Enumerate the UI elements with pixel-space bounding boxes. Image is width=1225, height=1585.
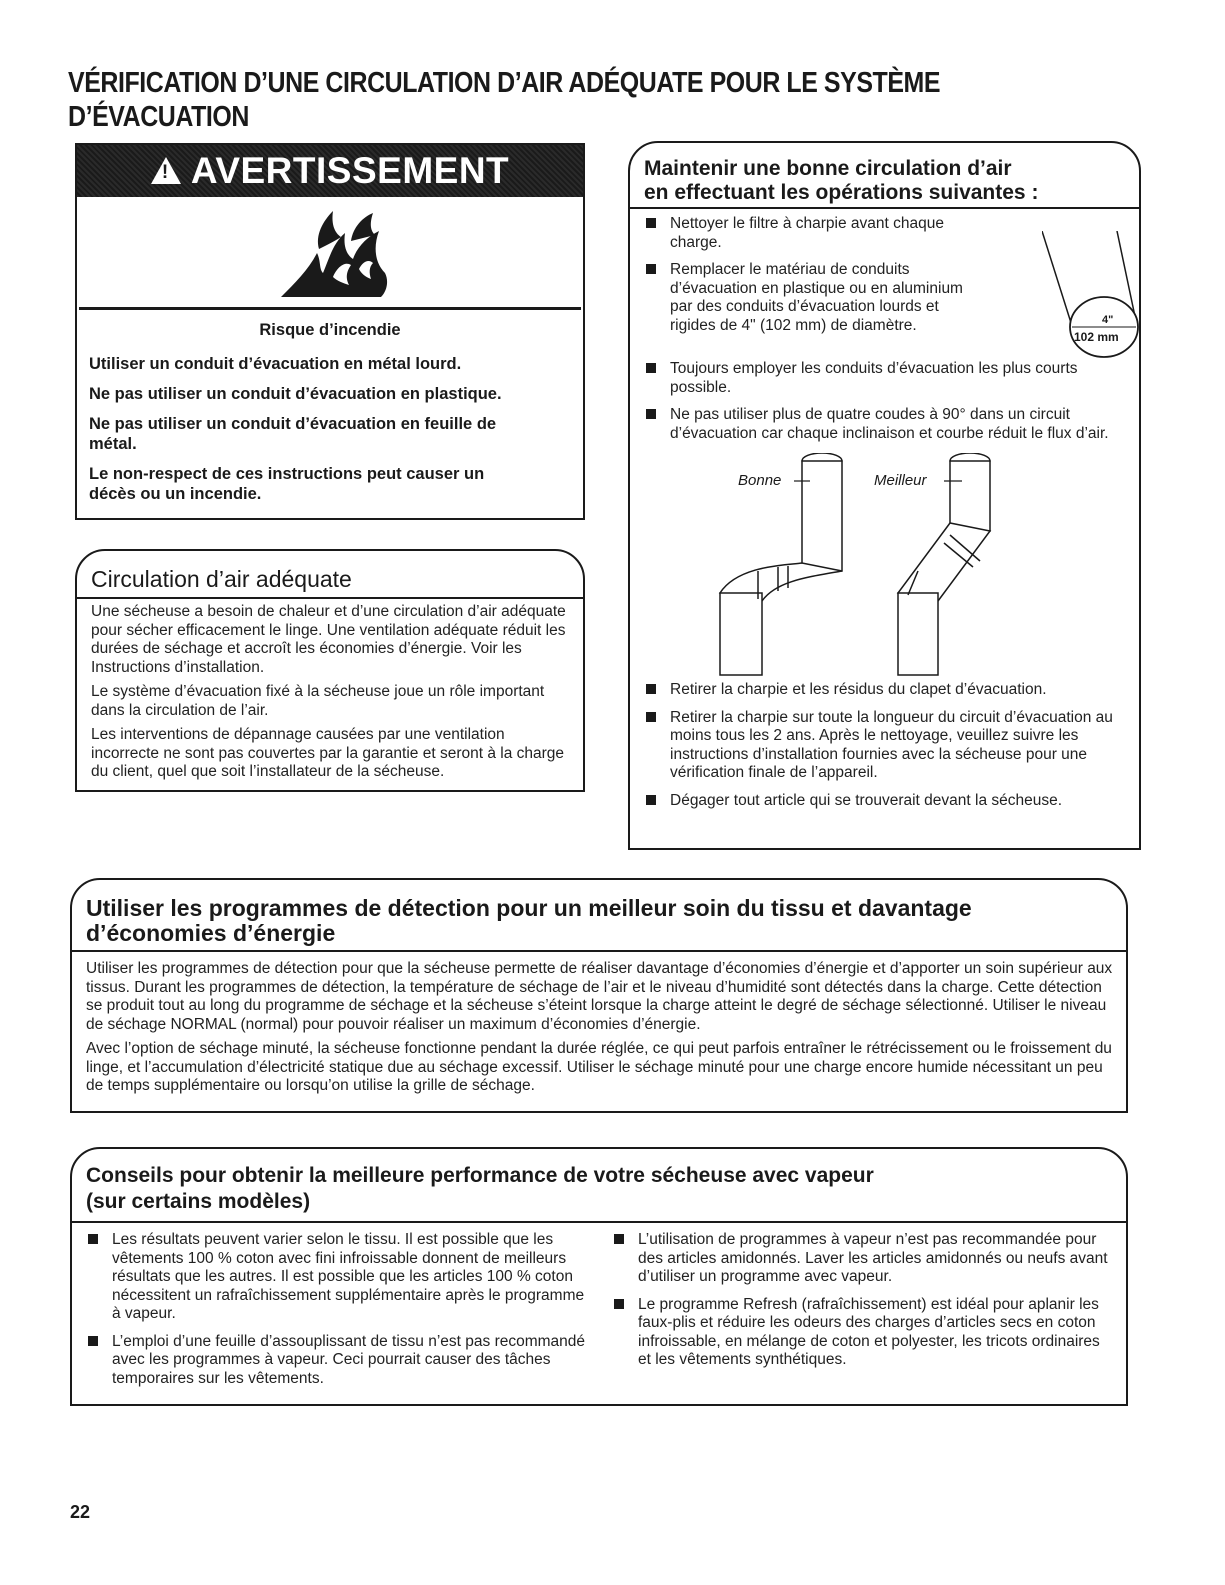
maintain-section (628, 141, 1141, 850)
warning-box (75, 143, 585, 520)
list-item (644, 792, 1124, 811)
sensing-body (86, 960, 1116, 1102)
page-number: 22 (70, 1502, 91, 1522)
list-item (644, 215, 974, 252)
warning-header-label: AVERTISSEMENT (190, 150, 510, 191)
circulation-section (75, 549, 585, 792)
bullet-icon (614, 1234, 624, 1244)
sensing-title (86, 896, 1086, 946)
list-item (86, 1231, 586, 1324)
list-item-text: Dégager tout article qui se trouverait devant la sécheuse. (670, 791, 1063, 809)
list-item (644, 360, 1124, 397)
list-item-text: Les résultats peuvent varier selon le tissu. Il est possible que les vêtements 100 % coton avec fini infroissable donnent de meilleurs résultats que les autres. Il est possible que les articles 100 % coton nécessitent un rafraîchissement supplémentaire après le programme à vapeur. (112, 1231, 585, 1322)
list-item (86, 1333, 586, 1389)
circulation-body (91, 603, 573, 788)
bullet-icon (646, 409, 656, 419)
warning-triangle-icon (151, 157, 181, 184)
list-item-text: L’emploi d’une feuille d’assouplissant de tissu n’est pas recommandé avec les programmes à vapeur. Ceci pourrait causer des tâches temporaires sur les vêtements. (112, 1332, 586, 1387)
steam-list-left (86, 1231, 586, 1397)
warning-risk-label: Risque d’incendie (259, 321, 401, 339)
good-label: Bonne (738, 472, 782, 489)
page-title-line-2: D’ÉVACUATION (68, 101, 249, 133)
steam-list-right (612, 1231, 1112, 1379)
list-item-text: Retirer la charpie et les résidus du clapet d’évacuation. (670, 681, 1047, 698)
list-item-text: Nettoyer le filtre à charpie avant chaque charge. (670, 215, 944, 251)
list-item (644, 709, 1124, 783)
bullet-icon (646, 218, 656, 228)
circulation-paragraph: Le système d’évacuation fixé à la sécheuse joue un rôle important dans la circulation de l’air. (91, 683, 545, 719)
bullet-icon (646, 363, 656, 373)
sensing-title-line-2: d’économies d’énergie (86, 920, 336, 946)
bullet-icon (88, 1234, 98, 1244)
page-title (68, 66, 1152, 134)
maintain-list-bottom (644, 681, 1124, 819)
better-label: Meilleur (874, 472, 927, 489)
circulation-rule (77, 597, 583, 599)
list-item-text: Le programme Refresh (rafraîchissement) est idéal pour aplanir les faux-plis et réduire les odeurs des charges d’articles secs en coton infroissable, en mélange de coton et polyester, les tricots ordinaires et les vêtements synthétiques. (638, 1295, 1100, 1368)
duct-diameter-inch-label: 4" (1102, 314, 1114, 326)
steam-rule (72, 1221, 1126, 1223)
steam-tips-section (70, 1147, 1128, 1406)
list-item-text: Retirer la charpie sur toute la longueur du circuit d’évacuation au moins tous les 2 ans. Après le nettoyage, veuillez suivre les instructions d’installation fournies avec la sécheuse pour une vérification finale de l’appareil. (670, 708, 1113, 781)
list-item-text: Remplacer le matériau de conduits d’évacuation en plastique ou en aluminium par des conduits d’évacuation lourds et rigides de 4" (102 mm) de diamètre. (670, 261, 963, 334)
fire-icon (275, 203, 395, 301)
list-item (644, 261, 974, 335)
bullet-icon (646, 684, 656, 694)
sensing-section (70, 878, 1128, 1113)
duct-diameter-mm-label: 102 mm (1074, 330, 1119, 344)
bullet-icon (646, 712, 656, 722)
maintain-title-line-2: en effectuant les opérations suivantes : (644, 181, 1039, 204)
bullet-icon (646, 264, 656, 274)
circulation-title: Circulation d’air adéquate (91, 566, 352, 592)
sensing-paragraph: Avec l’option de séchage minuté, la sécheuse fonctionne pendant la durée réglée, ce qui peut parfois entraîner le rétrécissement ou le froissement du linge, et l’accumulation d’électricité statique due au séchage excessif. Utiliser le séchage minuté pour une charge encore humide nécessitant un peu de temps supplémentaire ou lorsqu’on utilise la grille de séchage. (86, 1040, 1112, 1094)
bullet-icon (614, 1299, 624, 1309)
circulation-paragraph: Les interventions de dépannage causées par une ventilation incorrecte ne sont pas couvertes par la garantie et seront à la charge du client, quel que soit l’installateur de la sécheuse. (91, 726, 565, 780)
list-item (612, 1296, 1112, 1370)
bullet-icon (88, 1336, 98, 1346)
warning-line: Ne pas utiliser un conduit d’évacuation en feuille de métal. (89, 415, 497, 453)
maintain-rule (630, 207, 1139, 209)
list-item-text: Ne pas utiliser plus de quatre coudes à 90° dans un circuit d’évacuation car chaque inclinaison et courbe réduit le flux d’air. (670, 406, 1109, 442)
warning-body (89, 321, 571, 514)
warning-line: Le non-respect de ces instructions peut causer un décès ou un incendie. (89, 465, 485, 503)
maintain-list-middle (644, 360, 1124, 452)
bullet-icon (646, 795, 656, 805)
steam-title-line-2: (sur certains modèles) (86, 1190, 311, 1213)
maintain-title (644, 157, 1124, 205)
sensing-title-line-1: Utiliser les programmes de détection pour un meilleur soin du tissu et davantage (86, 895, 972, 921)
sensing-rule (72, 950, 1126, 952)
maintain-title-line-1: Maintenir une bonne circulation d’air (644, 157, 1012, 180)
list-item (612, 1231, 1112, 1287)
list-item (644, 681, 1124, 700)
duct-elbow-diagrams (718, 453, 1038, 683)
warning-line: Utiliser un conduit d’évacuation en métal lourd. (89, 355, 462, 373)
page-title-line-1: VÉRIFICATION D’UNE CIRCULATION D’AIR ADÉQUATE POUR LE SYSTÈME (68, 67, 941, 99)
warning-header (77, 145, 583, 197)
maintain-list-top (644, 215, 974, 344)
warning-divider (79, 307, 581, 310)
list-item (644, 406, 1124, 443)
warning-line: Ne pas utiliser un conduit d’évacuation en plastique. (89, 385, 502, 403)
steam-title-line-1: Conseils pour obtenir la meilleure performance de votre sécheuse avec vapeur (86, 1164, 874, 1187)
sensing-paragraph: Utiliser les programmes de détection pour que la sécheuse permette de réaliser davantage d’économies d’énergie et d’apporter un soin supérieur aux tissus. Durant les programmes de détection, la température de séchage de l’air et le niveau d’humidité sont détectés dans la charge. Cette détection se produit tout au long du programme de séchage et la sécheuse s’éteint lorsque la charge atteint le degré de séchage sélectionné. Utiliser le niveau de séchage NORMAL (normal) pour pouvoir réaliser un maximum d’économies d’énergie. (86, 960, 1113, 1033)
circulation-paragraph: Une sécheuse a besoin de chaleur et d’une circulation d’air adéquate pour sécher efficacement le linge. Une ventilation adéquate réduit les durées de séchage et accroît les économies d’énergie. Voir les Instructions d’installation. (91, 603, 566, 676)
list-item-text: Toujours employer les conduits d’évacuation les plus courts possible. (670, 360, 1078, 396)
duct-diameter-diagram (1042, 231, 1142, 366)
steam-title (86, 1163, 1086, 1215)
list-item-text: L’utilisation de programmes à vapeur n’est pas recommandée pour des articles amidonnés. Laver les articles amidonnés ou neufs avant d’utiliser un programme avec vapeur. (638, 1231, 1108, 1285)
